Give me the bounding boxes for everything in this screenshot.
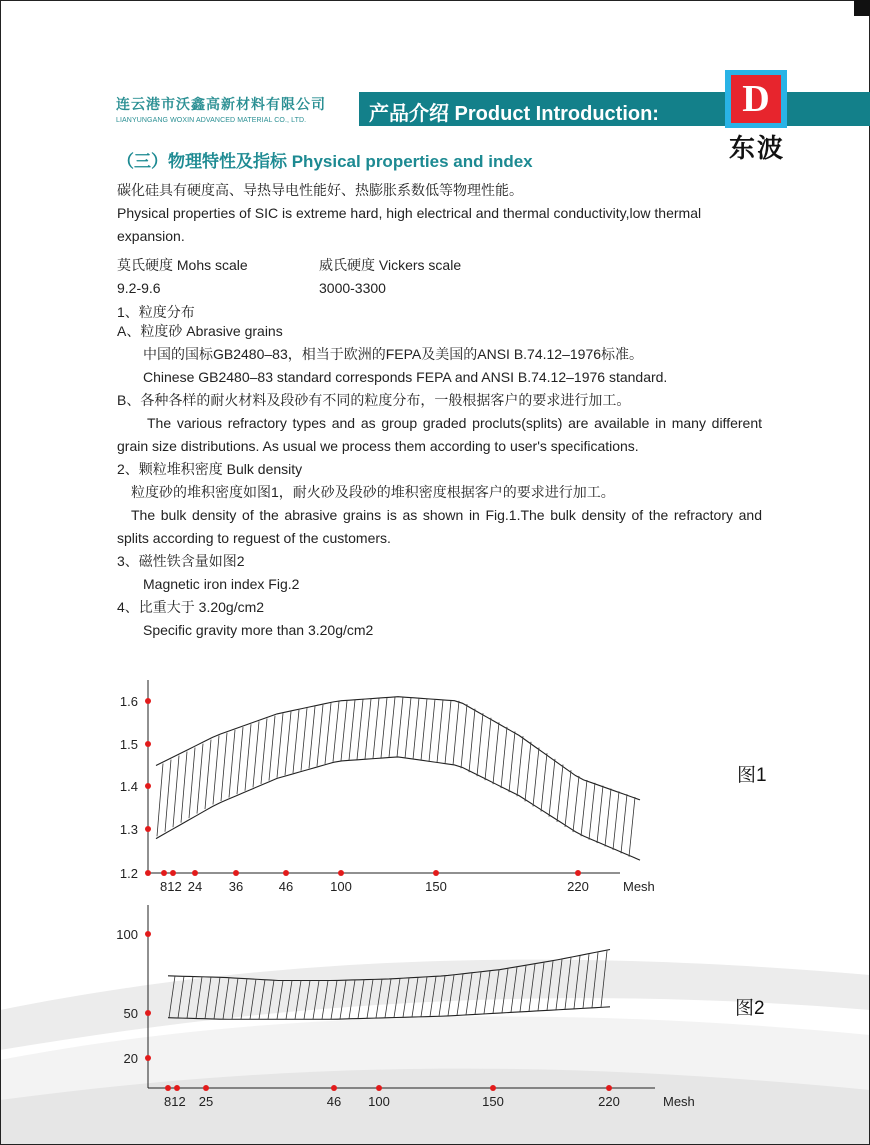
item-2-cn: 粒度砂的堆积密度如图1，耐火砂及段砂的堆积密度根据客户的要求进行加工。	[131, 484, 615, 500]
hardness-values	[117, 277, 762, 300]
x-tick-label: 46	[326, 1094, 342, 1109]
x-tick-label: 812	[160, 879, 182, 894]
item-2-en: The bulk density of the abrasive grains is as shown in Fig.1.The bulk density of the refractory and splits according to reguest of the customers.	[117, 507, 762, 546]
company-name-en: LIANYUNGANG WOXIN ADVANCED MATERIAL CO., LTD.	[116, 117, 307, 124]
mohs-value: 9.2-9.6	[117, 280, 161, 296]
item-1b-en: The various refractory types and as group graded procluts(splits) are available in many different grain size distributions. As usual we process them according to user's specifications.	[117, 415, 762, 454]
item-1: 1、粒度分布	[117, 304, 195, 320]
x-tick-label: 25	[198, 1094, 214, 1109]
vickers-value: 3000-3300	[319, 280, 386, 296]
vickers-label: 威氏硬度 Vickers scale	[319, 257, 462, 273]
x-tick-label: 100	[368, 1094, 390, 1109]
intro-cn: 碳化硅具有硬度高、导热导电性能好、热膨胀系数低等物理性能。	[117, 182, 523, 198]
logo-inner	[731, 75, 781, 123]
y-tick-label: 1.4	[119, 779, 138, 794]
y-tick-label: 50	[123, 1006, 138, 1021]
item-3-en: Magnetic iron index Fig.2	[143, 576, 300, 592]
x-tick-label: 812	[164, 1094, 186, 1109]
y-tick-label: 100	[116, 927, 138, 942]
item-1a: A、粒度砂 Abrasive grains	[117, 323, 283, 339]
company-header	[116, 94, 326, 124]
page-corner	[854, 0, 870, 16]
logo-icon	[725, 70, 787, 128]
item-1b: B、各种各样的耐火材料及段砂有不同的粒度分布，一般根据客户的要求进行加工。	[117, 392, 631, 408]
x-tick-label: 150	[425, 879, 447, 894]
item-1a-en: Chinese GB2480–83 standard corresponds FEPA and ANSI B.74.12–1976 standard.	[143, 369, 668, 385]
x-tick-label: 220	[567, 879, 589, 894]
intro-en: Physical properties of SIC is extreme hard, high electrical and thermal conductivity,low thermal expansion.	[117, 205, 702, 244]
item-4: 4、比重大于 3.20g/cm2	[117, 599, 265, 615]
item-1a-cn: 中国的国标GB2480–83，相当于欧洲的FEPA及美国的ANSI B.74.12–1976标准。	[143, 346, 644, 362]
x-tick-label: 36	[228, 879, 244, 894]
y-tick-label: 1.2	[119, 866, 138, 881]
main-content	[117, 150, 762, 642]
x-tick-label: 46	[278, 879, 294, 894]
y-tick-label: 1.5	[119, 737, 138, 752]
x-tick-label: 220	[598, 1094, 620, 1109]
y-tick-label: 20	[123, 1051, 138, 1066]
figure-1-label: 图1	[737, 765, 767, 786]
x-tick-label: 100	[330, 879, 352, 894]
x-tick-label: 24	[187, 879, 203, 894]
logo-letter: D	[742, 78, 770, 120]
figure-2-label: 图2	[735, 998, 765, 1019]
y-tick-label: 1.3	[119, 822, 138, 837]
item-3: 3、磁性铁含量如图2	[117, 553, 245, 569]
x-axis-label: Mesh	[623, 879, 655, 894]
x-axis-label: Mesh	[663, 1094, 695, 1109]
hardness-labels	[117, 254, 762, 277]
item-2: 2、颗粒堆积密度 Bulk density	[117, 461, 303, 477]
x-tick-label: 150	[482, 1094, 504, 1109]
y-tick-label: 1.6	[119, 694, 138, 709]
product-banner	[359, 92, 870, 126]
section-title: （三）物理特性及指标 Physical properties and index	[117, 152, 533, 171]
company-name-cn: 连云港市沃鑫高新材料有限公司	[116, 96, 326, 112]
item-4-en: Specific gravity more than 3.20g/cm2	[143, 622, 374, 638]
banner-title: 产品介绍 Product Introduction:	[369, 103, 659, 125]
logo-text: 东波	[729, 134, 786, 164]
mohs-label: 莫氏硬度 Mohs scale	[117, 257, 248, 273]
